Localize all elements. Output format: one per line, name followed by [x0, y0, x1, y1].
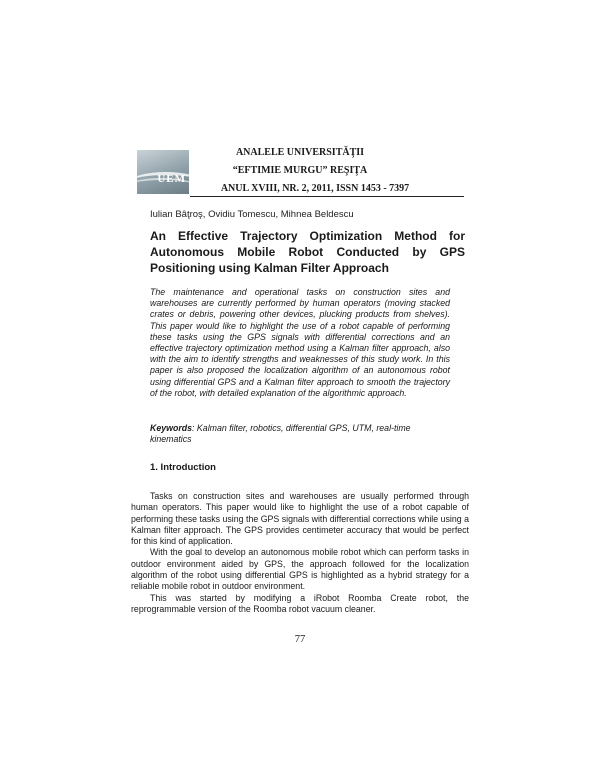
header-divider: [190, 196, 464, 197]
logo-text: UEM: [157, 173, 186, 185]
abstract: The maintenance and operational tasks on construction sites and warehouses are currently performed by human operators (moving stacked crates or debris, powering other devices, plucking products from shelves). This paper would like to highlight the use of a robot capable of performing these tasks using the GPS signals with differential corrections and an effective trajectory optimization method using a Kalman filter approach, also with the aim to identify strengths and weaknesses of this study work. In this paper is also proposed the localization algorithm of an autonomous robot using differential GPS and a Kalman filter approach to smooth the trajectory of the robot, with detailed explanation of the algorithmic approach.: [150, 287, 450, 398]
journal-issue: ANUL XVIII, NR. 2, 2011, ISSN 1453 - 7397: [220, 183, 410, 194]
journal-name-line1: ANALELE UNIVERSITĂŢII: [235, 147, 365, 158]
keywords: [150, 423, 450, 445]
body-text: [131, 491, 469, 615]
paper-title: An Effective Trajectory Optimization Method for Autonomous Mobile Robot Conducted by GPS Positioning using Kalman Filter Approach: [150, 229, 465, 275]
paragraph: This was started by modifying a iRobot Roomba Create robot, the reprogrammable version of the Roomba robot vacuum cleaner.: [131, 592, 469, 614]
page-number: 77: [294, 634, 306, 645]
authors: Iulian Bâţroş, Ovidiu Tomescu, Mihnea Beldescu: [150, 209, 354, 220]
paragraph: With the goal to develop an autonomous mobile robot which can perform tasks in outdoor environment aided by GPS, the approach followed for the localization algorithm of the robot using differential GPS is highlighted as a hybrid strategy for a reliable mobile robot in outdoor environment.: [131, 547, 469, 592]
journal-name-line2: “EFTIMIE MURGU” REŞIŢA: [232, 165, 368, 176]
paragraph: Tasks on construction sites and warehouses are usually performed through human operators. This paper would like to highlight the use of a robot capable of performing these tasks using the GPS signals with differential corrections while using a Kalman filter approach. The GPS provides centimeter accuracy that would be perfect for this kind of application.: [131, 491, 469, 547]
section-heading: 1. Introduction: [150, 462, 216, 473]
keywords-text: : Kalman filter, robotics, differential GPS, UTM, real-time kinematics: [150, 423, 411, 445]
keywords-label: Keywords: [150, 423, 193, 433]
university-logo: [137, 150, 189, 194]
